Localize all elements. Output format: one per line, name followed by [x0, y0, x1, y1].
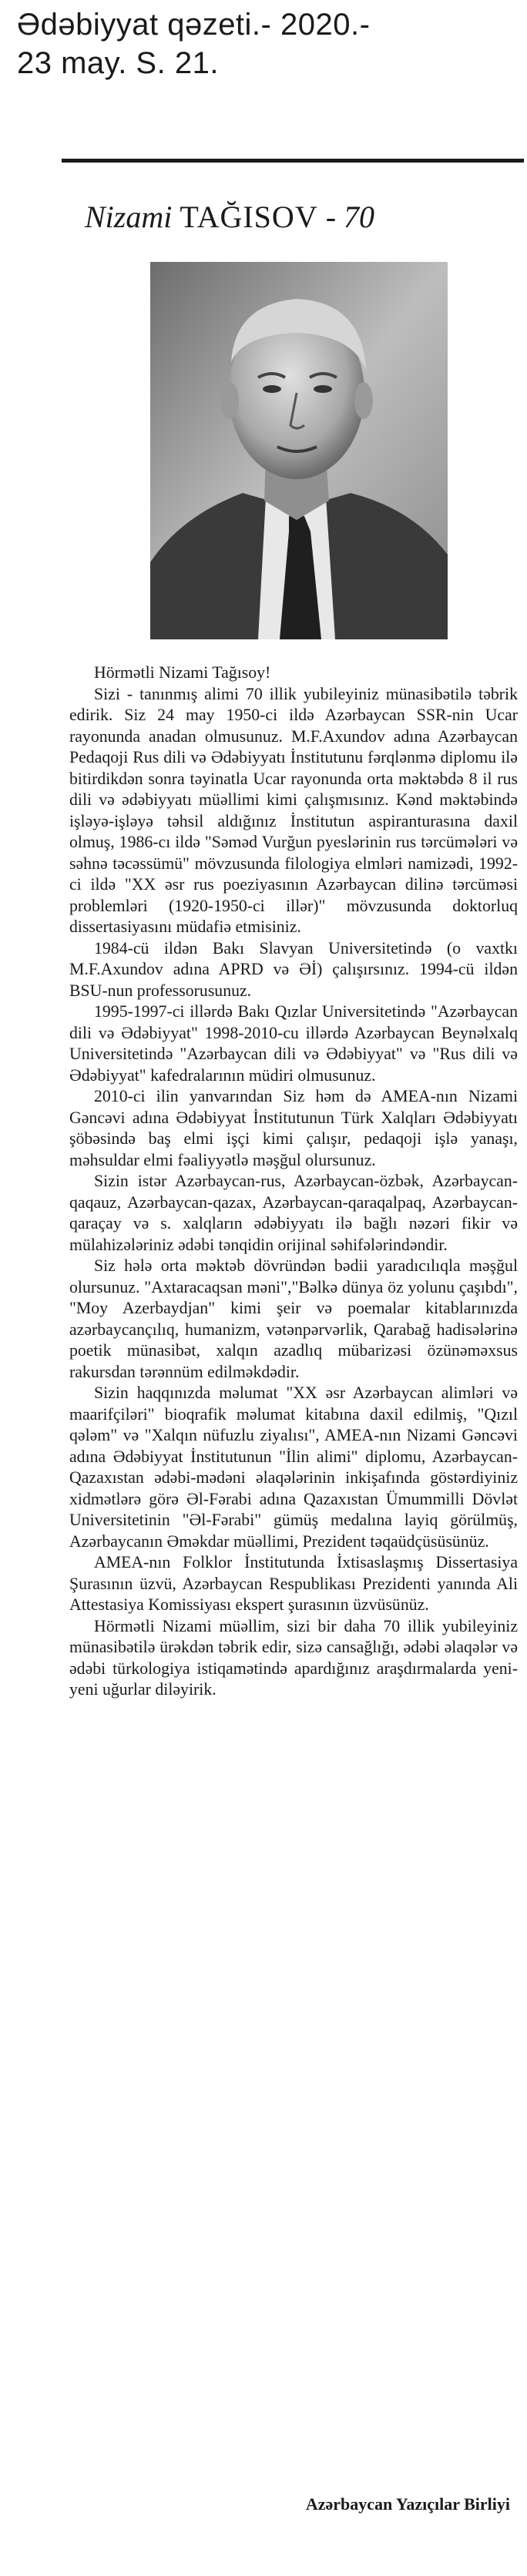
- article-paragraph: 1995-1997-ci illərdə Bakı Qızlar Universitetində "Azərbaycan dili və Ədəbiyyat" 1998-2010-cu illərdə Azərbaycan Beynəlxalq Universitetində "Azərbaycan dili və Ədəbiyyat" və "Rus dili və Ədəbiyyat" kafedralarının müdiri olmusunuz.: [69, 1002, 518, 1085]
- source-line-1: Ədəbiyyat qəzeti.- 2020.-: [17, 8, 371, 42]
- article-paragraph: Sizi - tanınmış alimi 70 illik yubileyiniz münasibətilə təbrik edirik. Siz 24 may 1950-ci ildə Azərbaycan SSR-nin Ucar rayonunda anadan olmusunuz. M.F.Axundov adına Azərbaycan Pedaqoji Rus dili və Ədəbiyyatı İnstitutunu fərqlənmə diplomu ilə bitirdikdən sonra təyinatla Ucar rayonunda orta məktəbdə 8 il rus dili və ədəbiyyatı müəllimi kimi çalışmısınız. Kənd məktəbində işləyə-işləyə təhsil aldığınız İnstitutun aspiranturasına daxil olmuş, 1986-cı ildə "Səməd Vurğun pyeslərinin rus tərcümələri və səhnə təcəssümü" mövzusunda filologiya elmləri namizədi, 1992-ci ildə "XX əsr rus poeziyasının Azərbaycan dilinə tərcüməsi problemləri (1920-1950-ci illər)" mövzusunda doktorluq dissertasiyasını müdafiə etmisiniz.: [69, 684, 518, 936]
- heading-last-name: TAĞISOV: [180, 200, 318, 234]
- portrait-photo: [150, 262, 448, 639]
- heading-first-name: Nizami: [85, 200, 173, 234]
- article-paragraph: Sizin haqqınızda məlumat "XX əsr Azərbaycan alimləri və maarifçiləri" bioqrafik məlumat kitabına daxil edilmiş, "Qızıl qələm" və "Xalqın nüfuzlu ziyalısı", AMEA-nın Nizami Gəncəvi adına Ədəbiyyat İnstitutunun "İlin alimi" diplomu, Azərbaycan-Qazaxıstan ədəbi-mədəni əlaqələrinin inkişafında göstərdiyiniz xidmətlərə görə Əl-Fərabi adına Qazaxıstan Ümummilli Dövlət Universitetinin "Əl-Fərabi" gümüş medalına layiq görülmüş, Azərbaycanın Əməkdar müəllimi, Prezident təqaüdçüsüsünüz.: [69, 1384, 518, 1551]
- article-paragraph: Siz hələ orta məktəb dövründən bədii yaradıcılıqla məşğul olursunuz. "Axtaracaqsan məni","Bəlkə dünya öz yolunu çaşıbdı", "Moy Azerbaydjan" kimi şeir və poemalar kitablarınızda azərbaycançılıq, humanizm, vətənpərvərlik, Qarabağ hadisələrinə poetik münasibət, xalqın azadlıq mübarizəsi özünəməxsus rakursdan tərənnüm edilməkdədir.: [69, 1256, 518, 1381]
- article-paragraph: AMEA-nın Folklor İnstitutunda İxtisaslaşmış Dissertasiya Şurasının üzvü, Azərbaycan Respublikası Prezidenti yanında Ali Attestasiya Komissiyası ekspert şurasının üzvüsünüz.: [69, 1553, 518, 1614]
- article-paragraph: Hörmətli Nizami müəllim, sizi bir daha 70 illik yubileyiniz münasibətilə ürəkdən təbrik edir, sizə cansağlığı, ədəbi əlaqələr və ədəbi türkologiya istiqamətində apardığınız araşdırmalarda yeni-yeni uğurlar diləyirik.: [69, 1616, 518, 1699]
- article-greeting: Hörmətli Nizami Tağısoy!: [94, 663, 271, 682]
- top-rule: [62, 159, 524, 163]
- article-paragraph: 1984-cü ildən Bakı Slavyan Universitetində (o vaxtkı M.F.Axundov adına APRD və Əİ) çalışırsınız. 1994-cü ildən BSU-nun professorusunuz.: [69, 938, 518, 1000]
- article-heading: [85, 199, 374, 235]
- heading-suffix: - 70: [325, 200, 375, 234]
- article-body: [69, 662, 518, 1701]
- article-paragraph: 2010-ci ilin yanvarından Siz həm də AMEA-nın Nizami Gəncəvi adına Ədəbiyyat İnstitutunun Türk Xalqları Ədəbiyyatı şöbəsində baş elmi işçi kimi çalışır, pedaqoji işlə yanaşı, məhsuldar elmi fəaliyyətlə məşğul olursunuz.: [69, 1087, 518, 1169]
- portrait-illustration: [150, 262, 448, 639]
- article-paragraph: Sizin istər Azərbaycan-rus, Azərbaycan-özbək, Azərbaycan-qaqauz, Azərbaycan-qazax, Azərbaycan-qaraqalpaq, Azərbaycan-qaraçay və s. xalqların ədəbiyyatı ilə bağlı nəzəri fikir və mülahizələriniz ədəbi tənqidin orijinal səhifələrindəndir.: [69, 1172, 518, 1254]
- source-line-2: 23 may. S. 21.: [17, 46, 219, 80]
- signature: Azərbaycan Yazıçılar Birliyi: [305, 2494, 510, 2514]
